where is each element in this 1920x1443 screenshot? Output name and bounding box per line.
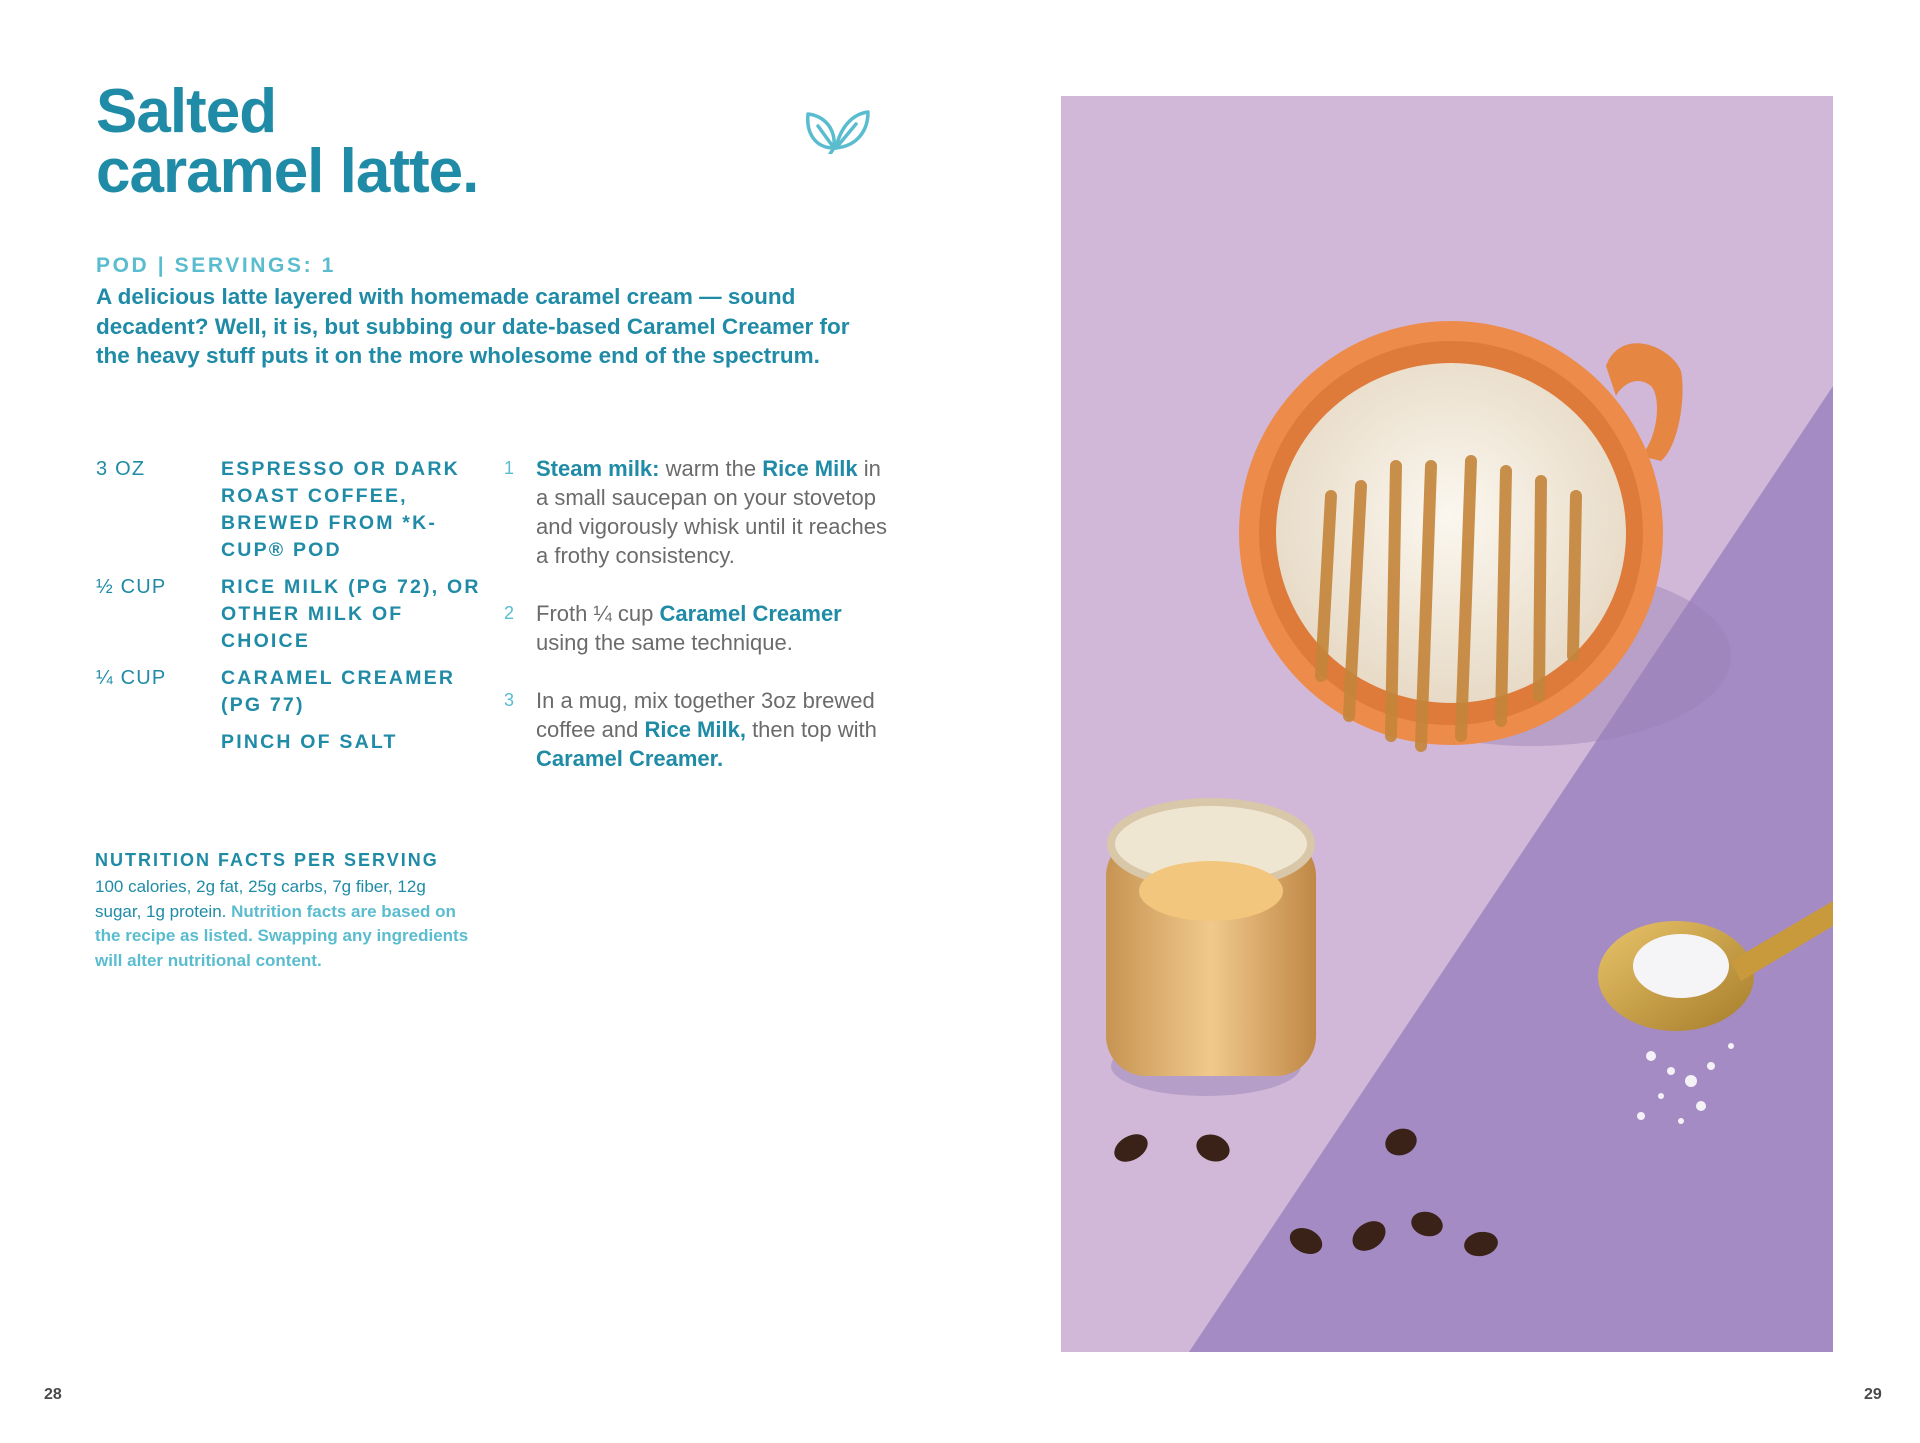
nutrition-heading: NUTRITION FACTS PER SERVING: [95, 850, 439, 870]
ingredient-name: PINCH OF SALT: [221, 731, 398, 753]
latte-photo: [1061, 96, 1833, 1352]
ingredient-row: [96, 665, 496, 719]
step-number: 1: [504, 458, 515, 478]
salt-pile: [1633, 934, 1729, 998]
step-plain: in a small saucepan on your stovetop and vigorously whisk until it reaches a frothy consistency.: [536, 456, 887, 568]
step-text: [536, 686, 896, 773]
step-plain: using the same technique.: [536, 630, 793, 655]
step-item: [504, 686, 904, 773]
step-item: [504, 599, 904, 657]
nutrition-body: [95, 875, 475, 973]
step-item: [504, 454, 904, 570]
step-text: [536, 599, 896, 657]
title-line-2: caramel latte.: [96, 137, 479, 206]
step-bold: Rice Milk,: [644, 717, 746, 742]
ingredient-qty: 3 OZ: [96, 458, 146, 480]
ingredient-qty: [96, 729, 221, 756]
ingredient-qty: ¼ CUP: [96, 667, 167, 689]
jar-caramel-surface: [1139, 861, 1283, 921]
step-plain: Froth ¼ cup: [536, 601, 660, 626]
step-bold: Caramel Creamer.: [536, 746, 724, 771]
recipe-intro: A delicious latte layered with homemade caramel cream — sound decadent? Well, it is, but subbing our date-based Caramel Creamer for the heavy stuff puts it on the more wholesome end of the spectrum.: [96, 284, 850, 368]
title-line-1: Salted: [96, 77, 277, 146]
nutrition-facts: [95, 850, 475, 973]
ingredient-name: CARAMEL CREAMER (PG 77): [221, 667, 456, 716]
leaf-icon: [804, 104, 870, 154]
step-plain: warm the: [659, 456, 763, 481]
step-plain: In a mug, mix together 3oz brewed coffee and: [536, 688, 875, 742]
servings-info: POD | SERVINGS: 1: [96, 254, 336, 277]
nutrition-note: Nutrition facts are based on the recipe as listed. Swapping any ingredients will alter nutritional content.: [95, 901, 469, 970]
ingredient-row: [96, 729, 496, 756]
ingredient-name: RICE MILK (PG 72), OR OTHER MILK OF CHOICE: [221, 576, 481, 652]
step-text: [536, 454, 896, 570]
page-number-left: 28: [44, 1386, 62, 1403]
ingredient-row: [96, 456, 496, 564]
step-number: 3: [504, 690, 515, 710]
recipe-title: [96, 77, 479, 206]
instruction-list: [504, 454, 904, 802]
step-bold: Rice Milk: [762, 456, 858, 481]
ingredient-list: [96, 456, 496, 766]
ingredient-row: [96, 574, 496, 655]
nutrition-values: 100 calories, 2g fat, 25g carbs, 7g fiber, 12g sugar, 1g protein.: [95, 877, 426, 921]
page-number-right: 29: [1864, 1386, 1882, 1403]
step-bold: Caramel Creamer: [659, 601, 842, 626]
step-number: 2: [504, 603, 515, 623]
ingredient-qty: ½ CUP: [96, 576, 167, 598]
step-plain: then top with: [745, 717, 877, 742]
step-bold: Steam milk:: [536, 456, 660, 481]
ingredient-name: ESPRESSO OR DARK ROAST COFFEE, BREWED FROM *K-CUP® POD: [221, 458, 460, 561]
